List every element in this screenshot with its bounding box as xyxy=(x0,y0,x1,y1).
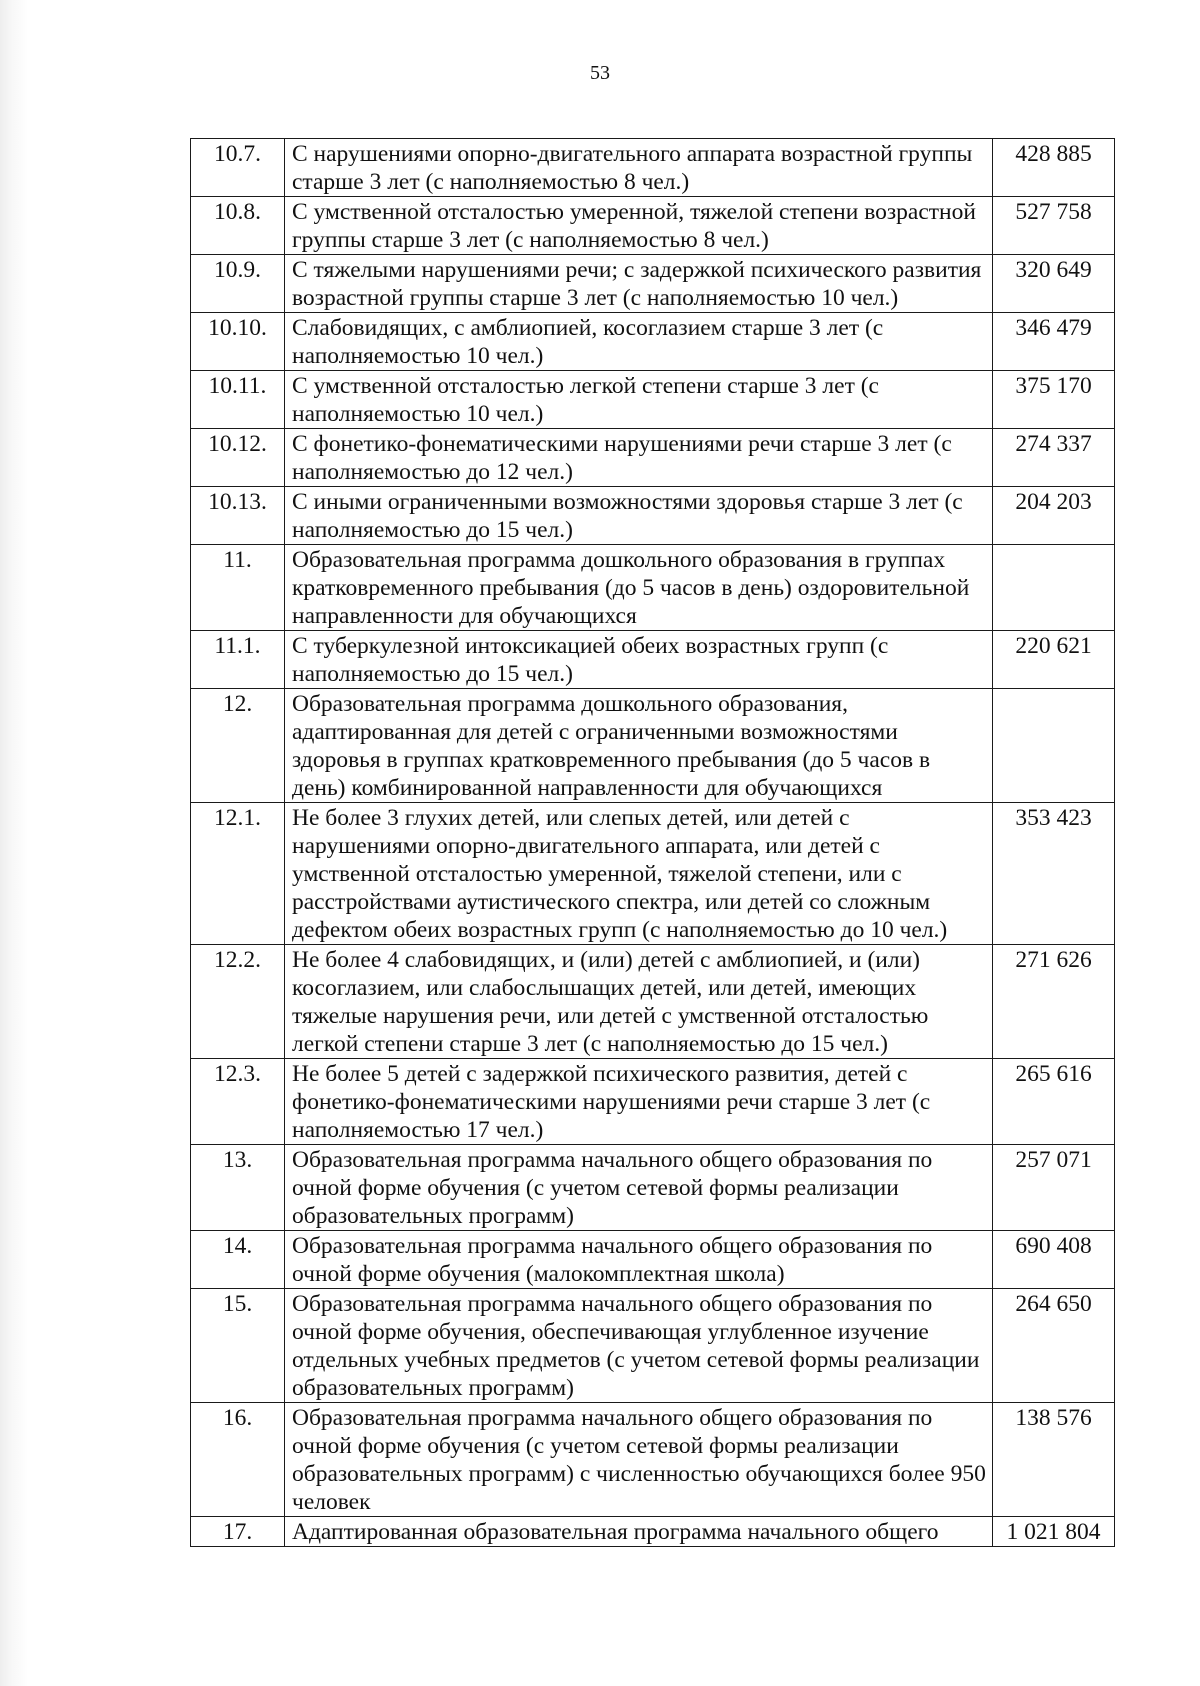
row-number: 12.3. xyxy=(191,1059,285,1145)
table-row xyxy=(191,1145,1115,1231)
row-number: 10.10. xyxy=(191,313,285,371)
row-description: С туберкулезной интоксикацией обеих возрастных групп (с наполняемостью до 15 чел.) xyxy=(285,631,993,689)
row-number: 10.8. xyxy=(191,197,285,255)
row-value: 428 885 xyxy=(993,139,1115,197)
row-description: Образовательная программа дошкольного образования, адаптированная для детей с ограниченными возможностями здоровья в группах кратковременного пребывания (до 5 часов в день) комбинированной направленности для обучающихся xyxy=(285,689,993,803)
row-number: 13. xyxy=(191,1145,285,1231)
row-value: 204 203 xyxy=(993,487,1115,545)
row-description: Образовательная программа начального общего образования по очной форме обучения (с учетом сетевой формы реализации образовательных программ) xyxy=(285,1145,993,1231)
row-value: 274 337 xyxy=(993,429,1115,487)
table-row xyxy=(191,371,1115,429)
row-description: Образовательная программа начального общего образования по очной форме обучения (с учетом сетевой формы реализации образовательных программ) с численностью обучающихся более 950 человек xyxy=(285,1403,993,1517)
row-value: 320 649 xyxy=(993,255,1115,313)
row-description: С иными ограниченными возможностями здоровья старше 3 лет (с наполняемостью до 15 чел.) xyxy=(285,487,993,545)
row-value: 220 621 xyxy=(993,631,1115,689)
table-row xyxy=(191,1403,1115,1517)
row-value: 353 423 xyxy=(993,803,1115,945)
row-number: 12.2. xyxy=(191,945,285,1059)
row-description: Слабовидящих, с амблиопией, косоглазием старше 3 лет (с наполняемостью 10 чел.) xyxy=(285,313,993,371)
row-description: Образовательная программа дошкольного образования в группах кратковременного пребывания (до 5 часов в день) оздоровительной направленности для обучающихся xyxy=(285,545,993,631)
table-row xyxy=(191,945,1115,1059)
table-row xyxy=(191,197,1115,255)
table-row-section xyxy=(191,689,1115,803)
row-value: 257 071 xyxy=(993,1145,1115,1231)
row-description: Не более 5 детей с задержкой психического развития, детей с фонетико-фонематическими нарушениями речи старше 3 лет (с наполняемостью 17 чел.) xyxy=(285,1059,993,1145)
table-row xyxy=(191,1231,1115,1289)
table-row xyxy=(191,255,1115,313)
row-value: 1 021 804 xyxy=(993,1517,1115,1547)
row-value: 138 576 xyxy=(993,1403,1115,1517)
row-value: 346 479 xyxy=(993,313,1115,371)
row-value: 690 408 xyxy=(993,1231,1115,1289)
row-value: 265 616 xyxy=(993,1059,1115,1145)
row-value: 264 650 xyxy=(993,1289,1115,1403)
row-number: 15. xyxy=(191,1289,285,1403)
row-value: 375 170 xyxy=(993,371,1115,429)
row-description: Адаптированная образовательная программа начального общего xyxy=(285,1517,993,1547)
row-description: С умственной отсталостью умеренной, тяжелой степени возрастной группы старше 3 лет (с наполняемостью 8 чел.) xyxy=(285,197,993,255)
row-number: 16. xyxy=(191,1403,285,1517)
tariff-table xyxy=(190,138,1115,1547)
row-number: 12. xyxy=(191,689,285,803)
table-row xyxy=(191,487,1115,545)
table-row xyxy=(191,1517,1115,1547)
scan-edge xyxy=(0,0,28,1686)
row-description: Не более 3 глухих детей, или слепых детей, или детей с нарушениями опорно-двигательного аппарата, или детей с умственной отсталостью умеренной, тяжелой степени, или с расстройствами аутистического спектра, или детей со сложным дефектом обеих возрастных групп (с наполняемостью до 10 чел.) xyxy=(285,803,993,945)
row-description: С тяжелыми нарушениями речи; с задержкой психического развития возрастной группы старше 3 лет (с наполняемостью 10 чел.) xyxy=(285,255,993,313)
page-number: 53 xyxy=(590,62,610,84)
row-number: 12.1. xyxy=(191,803,285,945)
row-value: 271 626 xyxy=(993,945,1115,1059)
row-number: 10.13. xyxy=(191,487,285,545)
row-description: Образовательная программа начального общего образования по очной форме обучения, обеспечивающая углубленное изучение отдельных учебных предметов (с учетом сетевой формы реализации образовательных программ) xyxy=(285,1289,993,1403)
row-description: С фонетико-фонематическими нарушениями речи старше 3 лет (с наполняемостью до 12 чел.) xyxy=(285,429,993,487)
row-number: 10.9. xyxy=(191,255,285,313)
table-row xyxy=(191,1289,1115,1403)
table-row xyxy=(191,631,1115,689)
row-number: 10.7. xyxy=(191,139,285,197)
table-row xyxy=(191,803,1115,945)
table-row-section xyxy=(191,545,1115,631)
row-number: 14. xyxy=(191,1231,285,1289)
row-value: 527 758 xyxy=(993,197,1115,255)
table-row xyxy=(191,139,1115,197)
row-number: 17. xyxy=(191,1517,285,1547)
row-value xyxy=(993,545,1115,631)
table-row xyxy=(191,313,1115,371)
row-description: Образовательная программа начального общего образования по очной форме обучения (малокомплектная школа) xyxy=(285,1231,993,1289)
row-number: 11. xyxy=(191,545,285,631)
table-row xyxy=(191,1059,1115,1145)
row-description: Не более 4 слабовидящих, и (или) детей с амблиопией, и (или) косоглазием, или слабослышащих детей, или детей, имеющих тяжелые нарушения речи, или детей с умственной отсталостью легкой степени старше 3 лет (с наполняемостью до 15 чел.) xyxy=(285,945,993,1059)
row-description: С умственной отсталостью легкой степени старше 3 лет (с наполняемостью 10 чел.) xyxy=(285,371,993,429)
row-number: 10.12. xyxy=(191,429,285,487)
table-row xyxy=(191,429,1115,487)
row-number: 11.1. xyxy=(191,631,285,689)
row-value xyxy=(993,689,1115,803)
row-number: 10.11. xyxy=(191,371,285,429)
row-description: С нарушениями опорно-двигательного аппарата возрастной группы старше 3 лет (с наполняемостью 8 чел.) xyxy=(285,139,993,197)
